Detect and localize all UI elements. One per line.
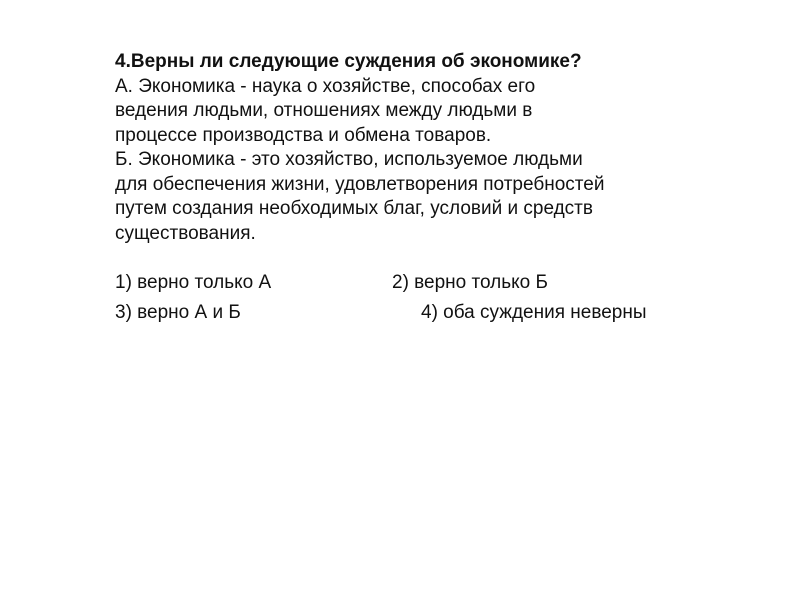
answer-option-1: 1) верно только А (115, 271, 272, 293)
statement-b-line: для обеспечения жизни, удовлетворения потребностей (115, 173, 605, 195)
statement-a (115, 75, 715, 149)
statement-a-line: процессе производства и обмена товаров. (115, 124, 492, 146)
question-title: 4.Верны ли следующие суждения об экономике? (115, 51, 582, 72)
question-block (115, 50, 715, 331)
options-row (115, 301, 715, 331)
options-row (115, 271, 715, 301)
statement-b-line: существования. (115, 222, 256, 244)
statement-b-line: Б. Экономика - это хозяйство, используемое людьми (115, 149, 583, 170)
statement-a-line: ведения людьми, отношениях между людьми в (115, 100, 533, 121)
statement-a-line: А. Экономика - наука о хозяйстве, способах его (115, 75, 536, 97)
answer-option-3: 3) верно А и Б (115, 301, 241, 323)
statement-b (115, 148, 715, 246)
statement-b-line: путем создания необходимых благ, условий и средств (115, 198, 593, 219)
spacer (115, 246, 715, 271)
answer-option-2: 2) верно только Б (392, 271, 548, 293)
answer-option-4: 4) оба суждения неверны (421, 301, 647, 323)
